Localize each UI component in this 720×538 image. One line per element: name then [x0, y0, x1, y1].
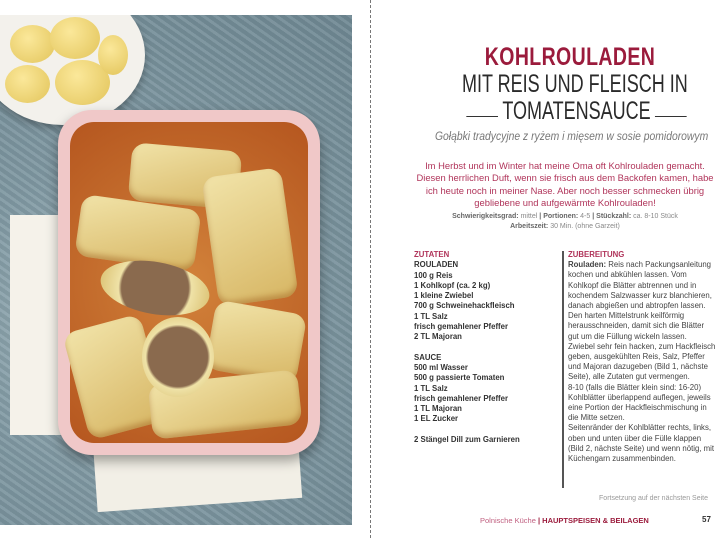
baking-dish: [58, 110, 320, 455]
continued-note: Fortsetzung auf der nächsten Seite: [599, 495, 708, 502]
ingredient: frisch gemahlener Pfeffer: [414, 393, 509, 403]
recipe-photo: [0, 15, 352, 525]
page-number: 57: [702, 515, 711, 524]
ingredients: [414, 250, 559, 445]
ingredient: 1 EL Zucker: [414, 414, 459, 424]
group-heading: ROULADEN: [414, 260, 459, 270]
recipe-subtitle: MIT REIS UND FLEISCH IN: [462, 70, 688, 98]
subtitle-text: TOMATENSAUCE: [502, 97, 651, 125]
footer: Polnische Küche | HAUPTSPEISEN & BEILAGEN: [480, 516, 649, 525]
step: Zwiebel sehr fein hacken, zum Hackfleisch geben, ausgekühlten Reis, Salz, Pfeffer und Majoran dazugeben (Bild 1, nächste Seite), alle Zutaten gut vermengen.: [568, 341, 716, 382]
ingredients-heading: ZUTATEN: [414, 250, 450, 259]
polish-title: Gołąbki tradycyjne z ryżem i mięsem w sosie pomidorowym: [435, 131, 709, 143]
page-fold: [370, 0, 371, 538]
ingredient: 1 TL Salz: [414, 383, 448, 393]
ingredient: 1 Kohlkopf (ca. 2 kg): [414, 280, 491, 290]
ingredient: 1 kleine Zwiebel: [414, 291, 474, 301]
recipe-subtitle-2: [462, 98, 678, 124]
ingredient: 2 Stängel Dill zum Garnieren: [414, 434, 520, 444]
group-heading: SAUCE: [414, 352, 442, 362]
step: Rouladen: Reis nach Packungsanleitung kochen und abkühlen lassen. Vom Kohlkopf die Blätter abtrennen und in kochendem Salzwasser kurz blanchieren, danach abgießen und abtropfen lassen.: [568, 260, 712, 311]
ingredient: 2 TL Majoran: [414, 332, 462, 342]
recipe-meta: Schwierigkeitsgrad: mittel | Portionen: 4-5 | Stückzahl: ca. 8-10 Stück Arbeitszeit: 30 Min. (ohne Garzeit): [452, 213, 678, 230]
ingredient: frisch gemahlener Pfeffer: [414, 322, 509, 332]
step: Den harten Mittelstrunk keilförmig herausschneiden, damit sich die Blätter gut um die Füllung wickeln lassen.: [568, 311, 705, 341]
ingredient: 700 g Schweinehackfleisch: [414, 301, 515, 311]
ingredient: 100 g Reis: [414, 270, 453, 280]
recipe-title: KOHLROULADEN: [484, 43, 656, 71]
ingredient: 1 TL Majoran: [414, 404, 462, 414]
preparation-heading: ZUBEREITUNG: [568, 250, 625, 259]
ingredient: 500 ml Wasser: [414, 362, 468, 372]
column-rule: [562, 251, 564, 488]
intro-text: Im Herbst und im Winter hat meine Oma oft Kohlrouladen gemacht. Diesen herrlichen Duft, wenn sie frisch aus dem Backofen kamen, habe ich heute noch in meiner Nase. Aber noch besser schmecken übrig gebliebene und aufgewärmte Kohlrouladen!: [416, 160, 714, 208]
ingredient: 500 g passierte Tomaten: [414, 373, 505, 383]
preparation: [568, 250, 716, 464]
ingredient: 1 TL Salz: [414, 311, 448, 321]
step: Seitenränder der Kohlblätter rechts, links, oben und unten über die Fülle klappen (Bild 2, nächste Seite) und wenn nötig, mit Küchengarn zusammenbinden.: [568, 423, 715, 464]
step: 8-10 (falls die Blätter klein sind: 16-20) Kohlblätter überlappend auflegen, jeweils eine Portion der Hackfleischmischung in die Mitte setzen.: [568, 382, 711, 423]
